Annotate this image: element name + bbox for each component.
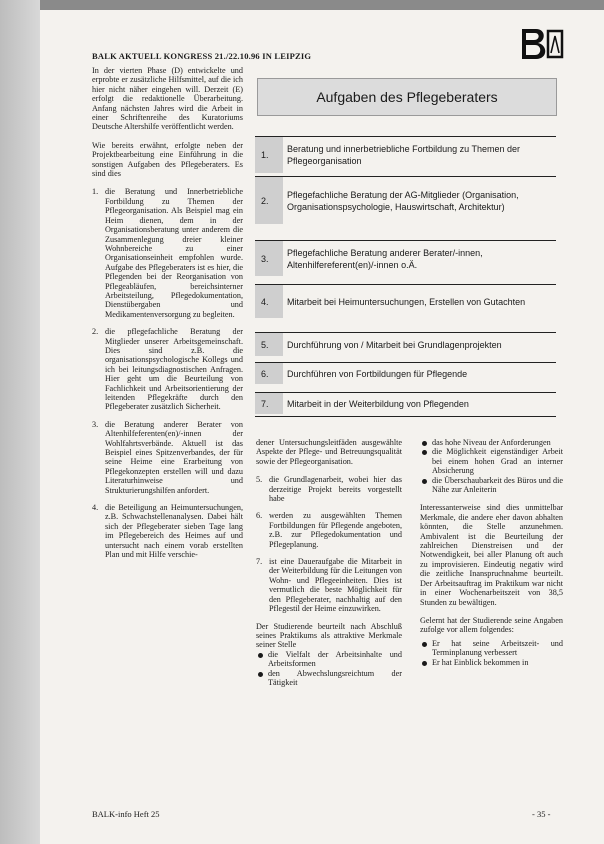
task-row xyxy=(255,392,556,414)
task-text: Mitarbeit in der Weiterbildung von Pflegenden xyxy=(287,398,469,409)
list-item xyxy=(92,420,243,495)
list-number: 5. xyxy=(256,475,263,485)
page-header: BALK AKTUELL KONGRESS 21./22.10.96 IN LEIPZIG xyxy=(92,51,312,61)
task-number: 6. xyxy=(255,363,283,384)
bullet-list xyxy=(256,650,402,688)
list-item xyxy=(92,327,243,412)
numbered-list xyxy=(256,475,402,613)
column-2 xyxy=(256,438,402,687)
bullet-list xyxy=(420,438,563,494)
task-number: 7. xyxy=(255,393,283,414)
task-number: 2. xyxy=(255,177,283,224)
bullet-item: die Überschaubarkeit des Büros und die Nähe zur Anleiterin xyxy=(420,476,563,495)
scan-top-edge xyxy=(0,0,604,10)
numbered-list xyxy=(92,187,243,559)
list-number: 7. xyxy=(256,557,263,567)
list-item xyxy=(92,503,243,559)
bullet-item: die Möglichkeit eigenständiger Arbeit bei einem hohen Grad an interner Absicherung xyxy=(420,447,563,475)
task-row xyxy=(255,284,556,318)
bullet-item: Er hat seine Arbeitszeit- und Terminplanung verbessert xyxy=(420,639,563,658)
balk-logo-icon xyxy=(518,27,566,61)
list-number: 3. xyxy=(92,419,99,429)
list-number: 6. xyxy=(256,511,263,521)
task-text: Pflegefachliche Beratung anderer Berater/-innen, Altenhilfereferent(en)/-innen o.Ä. xyxy=(287,247,483,270)
paragraph: In der vierten Phase (D) entwickelte und erprobte er zusätzliche Hilfsmittel, auf die ich hier nicht näher eingehen will. Derzeit (E) erfolgt die redaktionelle Überarbeitung. Anfang nächsten Jahres wird die Arbeit in einer Schriftenreihe des Kuratoriums Deutsche Altershilfe veröffentlicht werden. xyxy=(92,66,243,132)
list-item xyxy=(256,511,402,549)
bullet-item: die Vielfalt der Arbeitsinhalte und Arbeitsformen xyxy=(256,650,402,669)
footer-left: BALK-info Heft 25 xyxy=(92,809,160,819)
list-text: die Beratung anderer Berater von Altenhilfeferenten(en)/-innen der Wohlfahrtsverbände. Aktuell ist das Beispiel eines Spitzenverbandes, der für seine Heime eine Erarbeitung von Pflegekonzepten erstellen will und dazu Literaturhinweise und Strukturierungshilfen anfordert. xyxy=(105,419,243,495)
list-text: die Grundlagenarbeit, wobei hier das derzeitige Projekt bereits vorgestellt habe xyxy=(269,475,402,504)
paragraph: Wie bereits erwähnt, erfolgte neben der Projektbearbeitung eine Einführung in die sonstigen Aufgaben des Pflegeberaters. Es sind dies xyxy=(92,140,243,179)
task-row xyxy=(255,332,556,356)
column-1 xyxy=(92,66,243,568)
list-text: die pflegefachliche Beratung der Mitglieder unserer Arbeitsgemeinschaft. Dies sind z.B. die organisationspsychologische Kollegs und ich bei leitungsdiagnostischen Anfragen. Hier geht um die Beurteilung von Fachlichkeit und Arbeitsorientierung der leitenden Pflegekräfte durch den Pflegeberater zusätzlich Sicherheit. xyxy=(105,327,243,412)
task-text: Durchführen von Fortbildungen für Pflegende xyxy=(287,368,468,379)
task-text: Beratung und innerbetriebliche Fortbildung zu Themen der Pflegeorganisation xyxy=(287,144,520,166)
bullet-item: das hohe Niveau der Anforderungen xyxy=(420,438,563,447)
paragraph: dener Untersuchungsleitfäden ausgewählte Aspekte der Pflege- und Betreuungsqualität sowie der Pflegeorganisation. xyxy=(256,438,402,466)
paragraph: Gelernt hat der Studierende seine Angaben zufolge vor allem folgendes: xyxy=(420,615,563,635)
task-text: Mitarbeit bei Heimuntersuchungen, Erstellen von Gutachten xyxy=(287,296,526,307)
task-number: 4. xyxy=(255,285,283,318)
task-row xyxy=(255,362,556,384)
paragraph: Der Studierende beurteilt nach Abschluß seines Praktikums als attraktive Merkmale seiner Stelle xyxy=(256,621,402,650)
page-number: - 35 - xyxy=(532,809,551,819)
task-row xyxy=(255,136,556,173)
bullet-list xyxy=(420,639,563,667)
list-text: werden zu ausgewählten Themen Fortbildungen für Pflegende angeboten, z.B. zur Pflegedokumentation und Pflegeplanung. xyxy=(269,511,402,549)
tasks-title-box: Aufgaben des Pflegeberaters xyxy=(257,78,557,116)
bullet-item: den Abwechslungsreichtum der Tätigkeit xyxy=(256,669,402,688)
scan-left-edge xyxy=(0,0,40,844)
column-3 xyxy=(420,438,563,667)
task-row xyxy=(255,176,556,224)
list-text: die Beteiligung an Heimuntersuchungen, z.B. Schwachstellenanalysen. Dabei hält sich der Pflegeberater sieben Tage lang im Pflegebereich des Heimes auf und untersucht nach einem vorab erstellten Plan und mit Hilfe verschie- xyxy=(105,503,243,560)
list-text: ist eine Daueraufgabe die Mitarbeit in der Weiterbildung für die Leitungen von Wohn- und Pflegeeinheiten. Dies ist vermutlich die beste Möglichkeit für den Pflegeberater, nachhaltig auf den Pflegestil der Heime einzuwirken. xyxy=(269,557,402,614)
list-number: 4. xyxy=(92,503,99,513)
task-text: Pflegefachliche Beratung der AG-Mitglieder (Organisation, Organisationspsychologie, Hauswirtschaft, Architektur) xyxy=(287,189,519,212)
list-text: die Beratung und Innerbetriebliche Fortbildung zu Themen der Pflegeorganisation. Als Beispiel mag ein Heim dienen, dem in der Organisationsberatung unter anderem die Zusammenlegung dreier kleiner Wohnbereiche zu einer Organisationseinheit empfohlen wurde. Aufgabe des Pflegeberaters ist es hier, die Pflegenden bei der Reorganisation von Pflegeabläufen, bereichsinterner Arbeitsteilung, Pflegedokumentation, Dienstübergaben und Medikamentenversorgung zu begleiten. xyxy=(105,187,243,319)
list-item xyxy=(256,557,402,613)
bullet-item: Er hat Einblick bekommen in xyxy=(420,658,563,667)
table-bottom-rule xyxy=(255,416,556,417)
list-item xyxy=(256,475,402,503)
list-number: 1. xyxy=(92,187,99,197)
list-number: 2. xyxy=(92,327,99,337)
task-number: 3. xyxy=(255,241,283,276)
task-number: 1. xyxy=(255,137,283,173)
task-row xyxy=(255,240,556,276)
paragraph: Interessanterweise sind dies unmittelbar Merkmale, die andere eher davon abhalten könnten, die Stelle anzunehmen. Ambivalent ist die Beurteilung der zahlreichen Dienstreisen und der Notwendigkeit, bei aller Planung oft auch zu improvisieren. Eindeutig negativ wird die zeitliche Inanspruchnahme beurteilt. Der Arbeitsauftrag im Praktikum war nicht in einer Wochenarbeitszeit von 38,5 Stunden zu bewältigen. xyxy=(420,503,563,607)
list-item xyxy=(92,187,243,319)
task-text: Durchführung von / Mitarbeit bei Grundlagenprojekten xyxy=(287,339,502,350)
task-number: 5. xyxy=(255,333,283,356)
